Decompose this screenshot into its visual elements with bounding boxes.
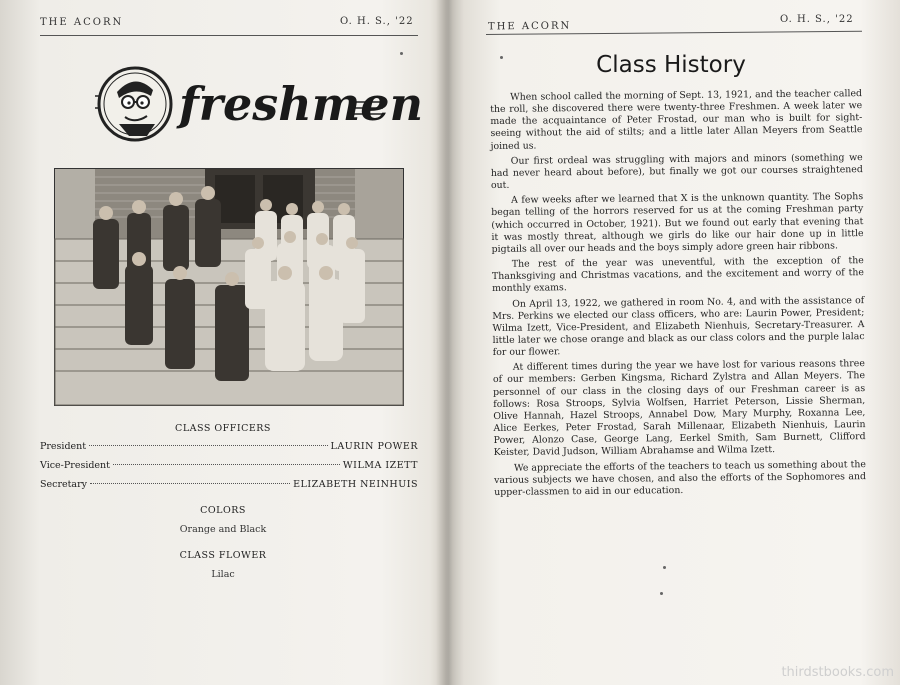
officer-role: President <box>40 441 87 452</box>
running-head-title: THE ACORN <box>40 17 124 28</box>
paper-speck <box>500 56 503 59</box>
freshman-cartoon-icon <box>99 68 171 140</box>
history-paragraph: On April 13, 1922, we gathered in room No. 4, and with the assistance of Mrs. Perkins we elected our class officers, who are: Laurin Power, President; Wilma Izett, Vice-President, and Elizabeth Nienhuis, Secretary-Treasurer. A little later we chose orange and black as our class colors and the purple lalac for our flower. <box>492 294 865 359</box>
left-page <box>0 0 446 685</box>
colors-value: Orange and Black <box>179 524 267 535</box>
officer-name: ELIZABETH NEINHUIS <box>293 479 418 490</box>
history-paragraph: A few weeks after we learned that X is the unknown quantity. The Sophs began telling of the horrors reserved for us at the coming Freshman party (which occurred in October, 1921). But we found out early that evening that it was mostly threat, although we girls do like our hair done up in little pigtails all over our heads and the boys simply adore green hair ribbons. <box>491 191 864 255</box>
history-paragraph: The rest of the year was uneventful, with the exception of the Thanksgiving and Christmas vacations, and the excitement and worry of the monthly exams. <box>491 255 864 295</box>
officer-row-secretary <box>40 479 418 490</box>
class-photo <box>54 168 404 406</box>
paper-speck <box>660 592 663 595</box>
watermark: thirdstbooks.com <box>781 665 894 680</box>
running-head-title-right: THE ACORN <box>487 20 572 33</box>
history-paragraph: Our first ordeal was struggling with majors and minors (something we had never heard about before), but finally we got our courses straightened out. <box>490 151 863 192</box>
running-head-school-right: O. H. S., '22 <box>780 14 854 25</box>
leader-dots <box>113 464 340 465</box>
flower-value: Lilac <box>211 569 235 580</box>
class-history-text <box>490 88 866 502</box>
book-gutter <box>436 0 464 685</box>
officer-row-president <box>40 441 418 452</box>
paper-speck <box>663 566 666 569</box>
banner-text: freshmen <box>179 77 424 131</box>
officer-role: Vice-President <box>40 460 110 471</box>
officer-name: LAURIN POWER <box>330 441 418 452</box>
page-title: Class History <box>596 52 746 78</box>
history-paragraph: When school called the morning of Sept. 13, 1921, and the teacher called the roll, she discovered there were twenty-three Freshmen. A week later we made the acquaintance of Peter Frostad, our man who is built for sight-seeing without the aid of stilts; and a little later Allan Meyers from Seattle joined us. <box>490 88 863 152</box>
history-paragraph: At different times during the year we have lost for various reasons three of our members: Gerben Kingsma, Richard Zylstra and Allan Meyers. The personnel of our class in the closing days of our Freshman career is as follows: Rosa Stroops, Sylvia Wolfsen, Harriet Peterson, Lissie Sherman, Olive Hannah, Hazel Stroops, Annabel Dow, Mary Murphy, Roxanna Lee, Alice Eerkes, Peter Frostad, Sarah Millenaar, Elizabeth Nienhuis, Laurin Power, Alonzo Case, George Lang, Eerkel Smith, Sam Burnett, Clifford Keister, David Judson, William Abrahamse and Wilma Izett. <box>492 358 866 459</box>
history-paragraph: We appreciate the efforts of the teachers to teach us something about the various subjects we have chosen, and also the efforts of the Sophomores and upper-classmen to aid in our education. <box>494 458 867 498</box>
paper-speck <box>400 52 403 55</box>
flower-heading: CLASS FLOWER <box>179 550 267 561</box>
officer-role: Secretary <box>40 479 88 490</box>
colors-heading: COLORS <box>200 505 246 516</box>
running-head-school: O. H. S., '22 <box>340 16 414 27</box>
header-rule <box>40 35 418 36</box>
officer-name: WILMA IZETT <box>342 460 418 471</box>
officers-heading: CLASS OFFICERS <box>175 423 271 434</box>
freshmen-banner <box>95 62 424 144</box>
leader-dots <box>90 483 290 484</box>
leader-dots <box>89 445 327 446</box>
officer-row-vice-president <box>40 460 418 471</box>
